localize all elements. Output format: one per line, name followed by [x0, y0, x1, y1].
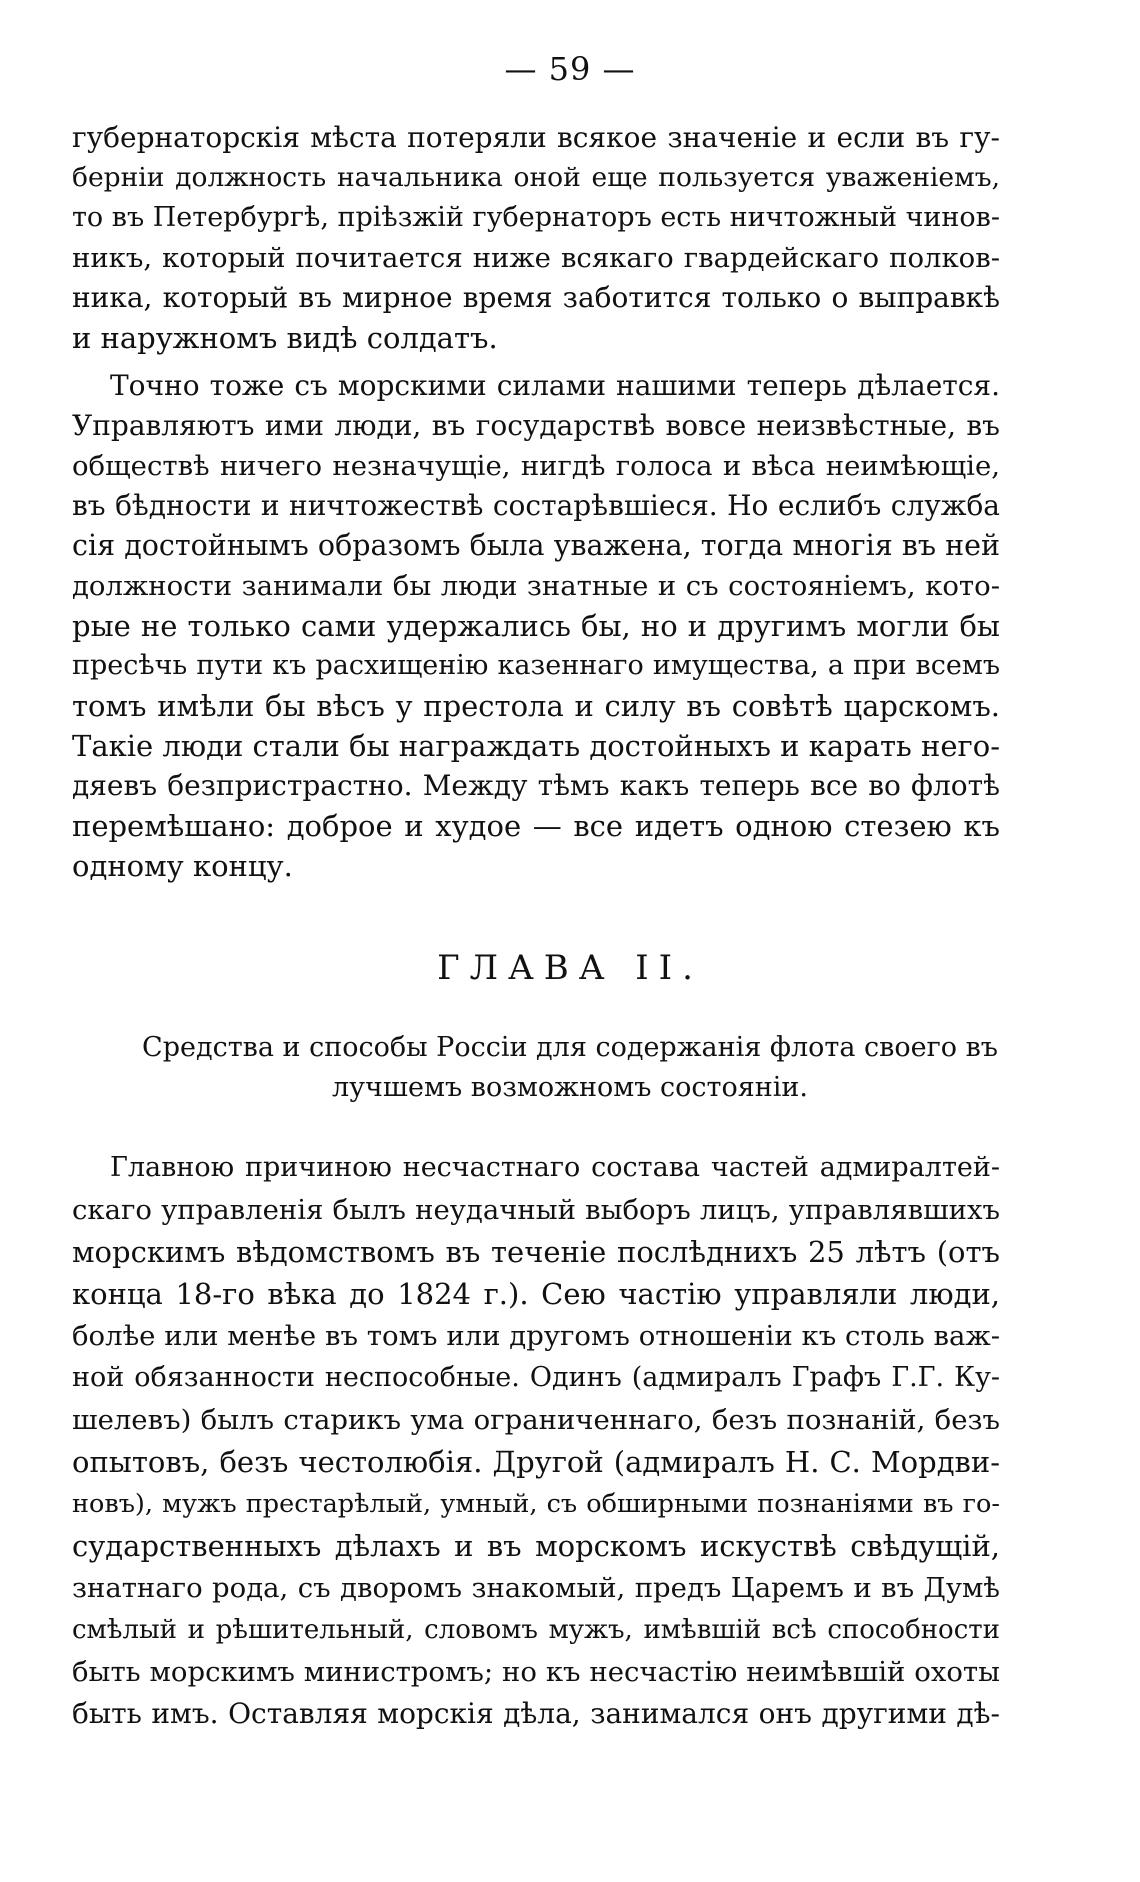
subtitle-line: лучшемъ возможномъ состояніи.	[332, 1072, 808, 1103]
text-line: опытовъ, безъ честолюбія. Другой (адмиралъ Н. С. Мордви-	[72, 1445, 1000, 1479]
text-line: Управляютъ ими люди, въ государствѣ вовсе неизвѣстные, въ	[72, 409, 1000, 442]
text-line: быть имъ. Оставляя морскія дѣла, занимался онъ другими дѣ-	[72, 1697, 1000, 1730]
text-line: никъ, который почитается ниже всякаго гвардейскаго полков-	[72, 242, 1000, 274]
text-line: перемѣшано: доброе и худое — все идетъ одною стезею къ	[72, 809, 1000, 843]
text-line: сія достойнымъ образомъ была уважена, тогда многія въ ней	[72, 529, 1000, 562]
text-line: должности занимали бы люди знатные и съ состояніемъ, кото-	[72, 570, 1000, 602]
text-line: обществѣ ничего незначущіе, нигдѣ голоса и вѣса неимѣющіе,	[72, 450, 1000, 482]
text-line: знатнаго рода, съ дворомъ знакомый, предъ Царемъ и въ Думѣ	[72, 1572, 1000, 1604]
text-line: губернаторскія мѣста потеряли всякое значеніе и если въ гу-	[72, 121, 1000, 154]
text-line: Такіе люди стали бы награждать достойныхъ и карать него-	[72, 729, 1000, 763]
text-line: томъ имѣли бы вѣсъ у престола и силу въ совѣтѣ царскомъ.	[72, 689, 1000, 723]
text-line: ной обязанности неспособные. Одинъ (адмиралъ Графъ Г.Г. Ку-	[72, 1362, 1000, 1393]
text-line: быть морскимъ министромъ; но къ несчастію неимѣвшій охоты	[72, 1656, 1000, 1688]
text-line: ника, который въ мирное время заботится только о выправкѣ	[72, 281, 1000, 314]
text-line: берніи должность начальника оной еще пользуется уваженіемъ,	[72, 162, 1000, 193]
text-line: пресѣчь пути къ расхищенію казеннаго имущества, а при всемъ	[72, 650, 1000, 681]
text-line: шелевъ) былъ старикъ ума ограниченнаго, безъ познаній, безъ	[72, 1404, 1000, 1436]
text-line: конца 18-го вѣка до 1824 г.). Сею частію управляли люди,	[72, 1277, 1000, 1311]
text-line: и наружномъ видѣ солдатъ.	[72, 321, 498, 355]
chapter-heading: ГЛАВА II.	[437, 948, 703, 988]
text-line: Точно тоже съ морскими силами нашими теперь дѣлается.	[110, 369, 1000, 402]
text-line: новъ), мужъ престарѣлый, умный, съ обширными познаніями въ го-	[72, 1489, 1000, 1519]
subtitle-line: Средства и способы Россіи для содержанія флота своего въ	[142, 1032, 998, 1063]
text-line: дяевъ безпристрастно. Между тѣмъ какъ теперь все во флотѣ	[72, 769, 1000, 802]
text-line: скаго управленія былъ неудачный выборъ лицъ, управлявшихъ	[72, 1194, 1000, 1226]
text-line: смѣлый и рѣшительный, словомъ мужъ, имѣвшій всѣ способности	[72, 1615, 1000, 1645]
text-line: морскимъ вѣдомствомъ въ теченіе послѣднихъ 25 лѣтъ (отъ	[72, 1235, 1000, 1269]
text-line: сударственныхъ дѣлахъ и въ морскомъ искуствѣ свѣдущій,	[72, 1529, 1000, 1563]
text-line: рые не только сами удержались бы, но и другимъ могли бы	[72, 609, 1000, 643]
text-line: болѣе или менѣе въ томъ или другомъ отношеніи къ столь важ-	[72, 1320, 1000, 1352]
text-line: въ бѣдности и ничтожествѣ состарѣвшіеся. Но еслибъ служба	[72, 489, 1000, 522]
page-number: — 59 —	[504, 50, 636, 88]
text-line: то въ Петербургѣ, пріѣзжій губернаторъ есть ничтожный чинов-	[72, 202, 1000, 233]
text-line: одному концу.	[72, 849, 293, 883]
text-line: Главною причиною несчастнаго состава частей адмиралтей-	[110, 1152, 1000, 1183]
